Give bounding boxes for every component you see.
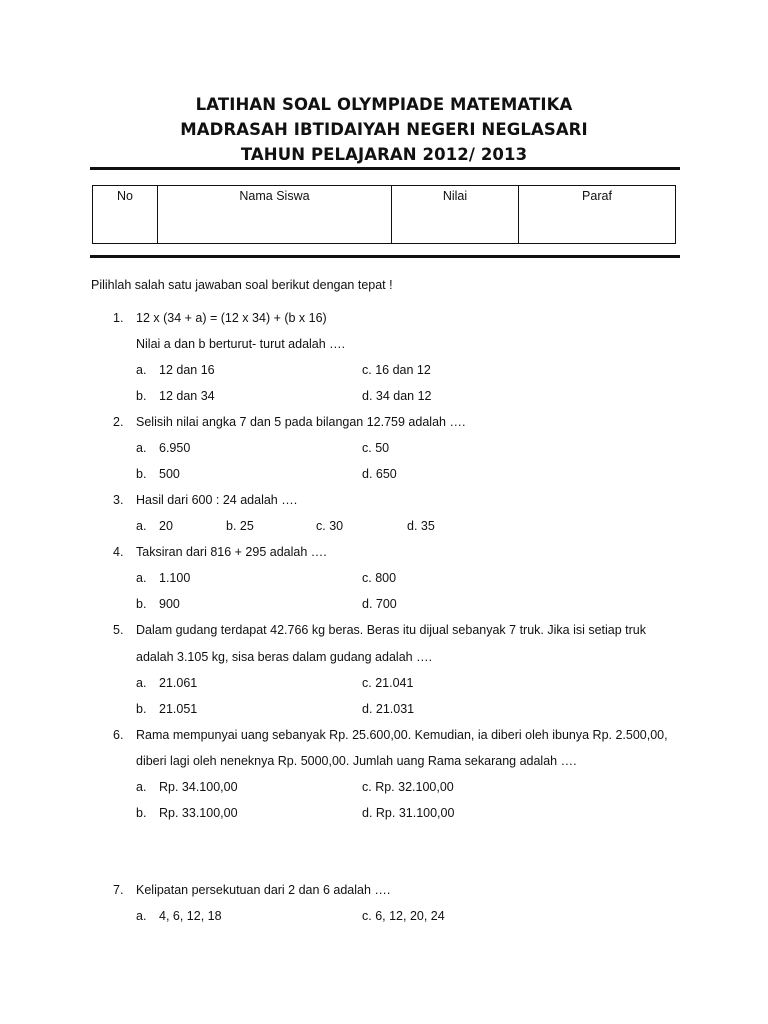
option-d: d. 21.031 — [362, 702, 415, 716]
question-number: 7. — [113, 883, 124, 897]
option-letter: b. — [136, 467, 147, 481]
option-d: d. Rp. 31.100,00 — [362, 806, 455, 820]
question-text: adalah 3.105 kg, sisa beras dalam gudang adalah …. — [136, 650, 433, 664]
header-rule-top — [90, 167, 680, 170]
option-letter: b. — [136, 389, 147, 403]
option-letter: a. — [136, 909, 147, 923]
option-letter: a. — [136, 676, 147, 690]
question-text: Selisih nilai angka 7 dan 5 pada bilangan 12.759 adalah …. — [136, 415, 466, 429]
col-paraf-header: Paraf — [519, 186, 676, 244]
question-text: Rama mempunyai uang sebanyak Rp. 25.600,00. Kemudian, ia diberi oleh ibunya Rp. 2.500,00, — [136, 728, 668, 742]
option-d: d. 700 — [362, 597, 397, 611]
question-number: 6. — [113, 728, 124, 742]
option-b: b. 25 — [226, 519, 254, 533]
instructions: Pilihlah salah satu jawaban soal berikut dengan tepat ! — [91, 278, 393, 292]
option-text: Rp. 33.100,00 — [159, 806, 238, 820]
col-nilai-header: Nilai — [392, 186, 519, 244]
option-letter: a. — [136, 571, 147, 585]
option-letter: a. — [136, 363, 147, 377]
question-text: Kelipatan persekutuan dari 2 dan 6 adalah …. — [136, 883, 391, 897]
option-c: c. 30 — [316, 519, 344, 533]
option-letter: b. — [136, 597, 147, 611]
option-text: 500 — [159, 467, 180, 481]
option-letter: b. — [136, 702, 147, 716]
question-number: 5. — [113, 623, 124, 637]
option-d: d. 650 — [362, 467, 397, 481]
title-line-1: LATIHAN SOAL OLYMPIADE MATEMATIKA — [195, 95, 573, 114]
option-letter: a. — [136, 441, 147, 455]
option-d: d. 35 — [407, 519, 435, 533]
question-text: diberi lagi oleh neneknya Rp. 5000,00. Jumlah uang Rama sekarang adalah …. — [136, 754, 577, 768]
col-no-header: No — [93, 186, 158, 244]
option-letter: a. — [136, 780, 147, 794]
option-text: 12 dan 34 — [159, 389, 215, 403]
title-line-2: MADRASAH IBTIDAIYAH NEGERI NEGLASARI — [180, 120, 588, 139]
question-text: Taksiran dari 816 + 295 adalah …. — [136, 545, 327, 559]
option-text: 20 — [159, 519, 173, 533]
option-text: 1.100 — [159, 571, 191, 585]
question-number: 1. — [113, 311, 124, 325]
question-text: Dalam gudang terdapat 42.766 kg beras. Beras itu dijual sebanyak 7 truk. Jika isi setiap truk — [136, 623, 647, 637]
option-letter: a. — [136, 519, 147, 533]
question-number: 2. — [113, 415, 124, 429]
question-text: Nilai a dan b berturut- turut adalah …. — [136, 337, 346, 351]
question-number: 3. — [113, 493, 124, 507]
option-c: c. 50 — [362, 441, 390, 455]
col-nama-siswa-header: Nama Siswa — [158, 186, 392, 244]
option-letter: b. — [136, 806, 147, 820]
option-c: c. Rp. 32.100,00 — [362, 780, 454, 794]
option-c: c. 6, 12, 20, 24 — [362, 909, 445, 923]
option-text: 900 — [159, 597, 180, 611]
option-c: c. 21.041 — [362, 676, 414, 690]
option-text: 21.061 — [159, 676, 198, 690]
option-text: 21.051 — [159, 702, 198, 716]
option-c: c. 800 — [362, 571, 397, 585]
question-text: Hasil dari 600 : 24 adalah …. — [136, 493, 298, 507]
question-number: 4. — [113, 545, 124, 559]
student-info-table — [92, 185, 676, 244]
option-text: 12 dan 16 — [159, 363, 215, 377]
option-c: c. 16 dan 12 — [362, 363, 431, 377]
option-text: 4, 6, 12, 18 — [159, 909, 222, 923]
question-text: 12 x (34 + a) = (12 x 34) + (b x 16) — [136, 311, 327, 325]
title-line-3: TAHUN PELAJARAN 2012/ 2013 — [240, 145, 528, 164]
student-info-row — [93, 186, 676, 244]
option-text: 6.950 — [159, 441, 191, 455]
header-rule-bottom — [90, 255, 680, 258]
option-text: Rp. 34.100,00 — [159, 780, 238, 794]
option-d: d. 34 dan 12 — [362, 389, 432, 403]
